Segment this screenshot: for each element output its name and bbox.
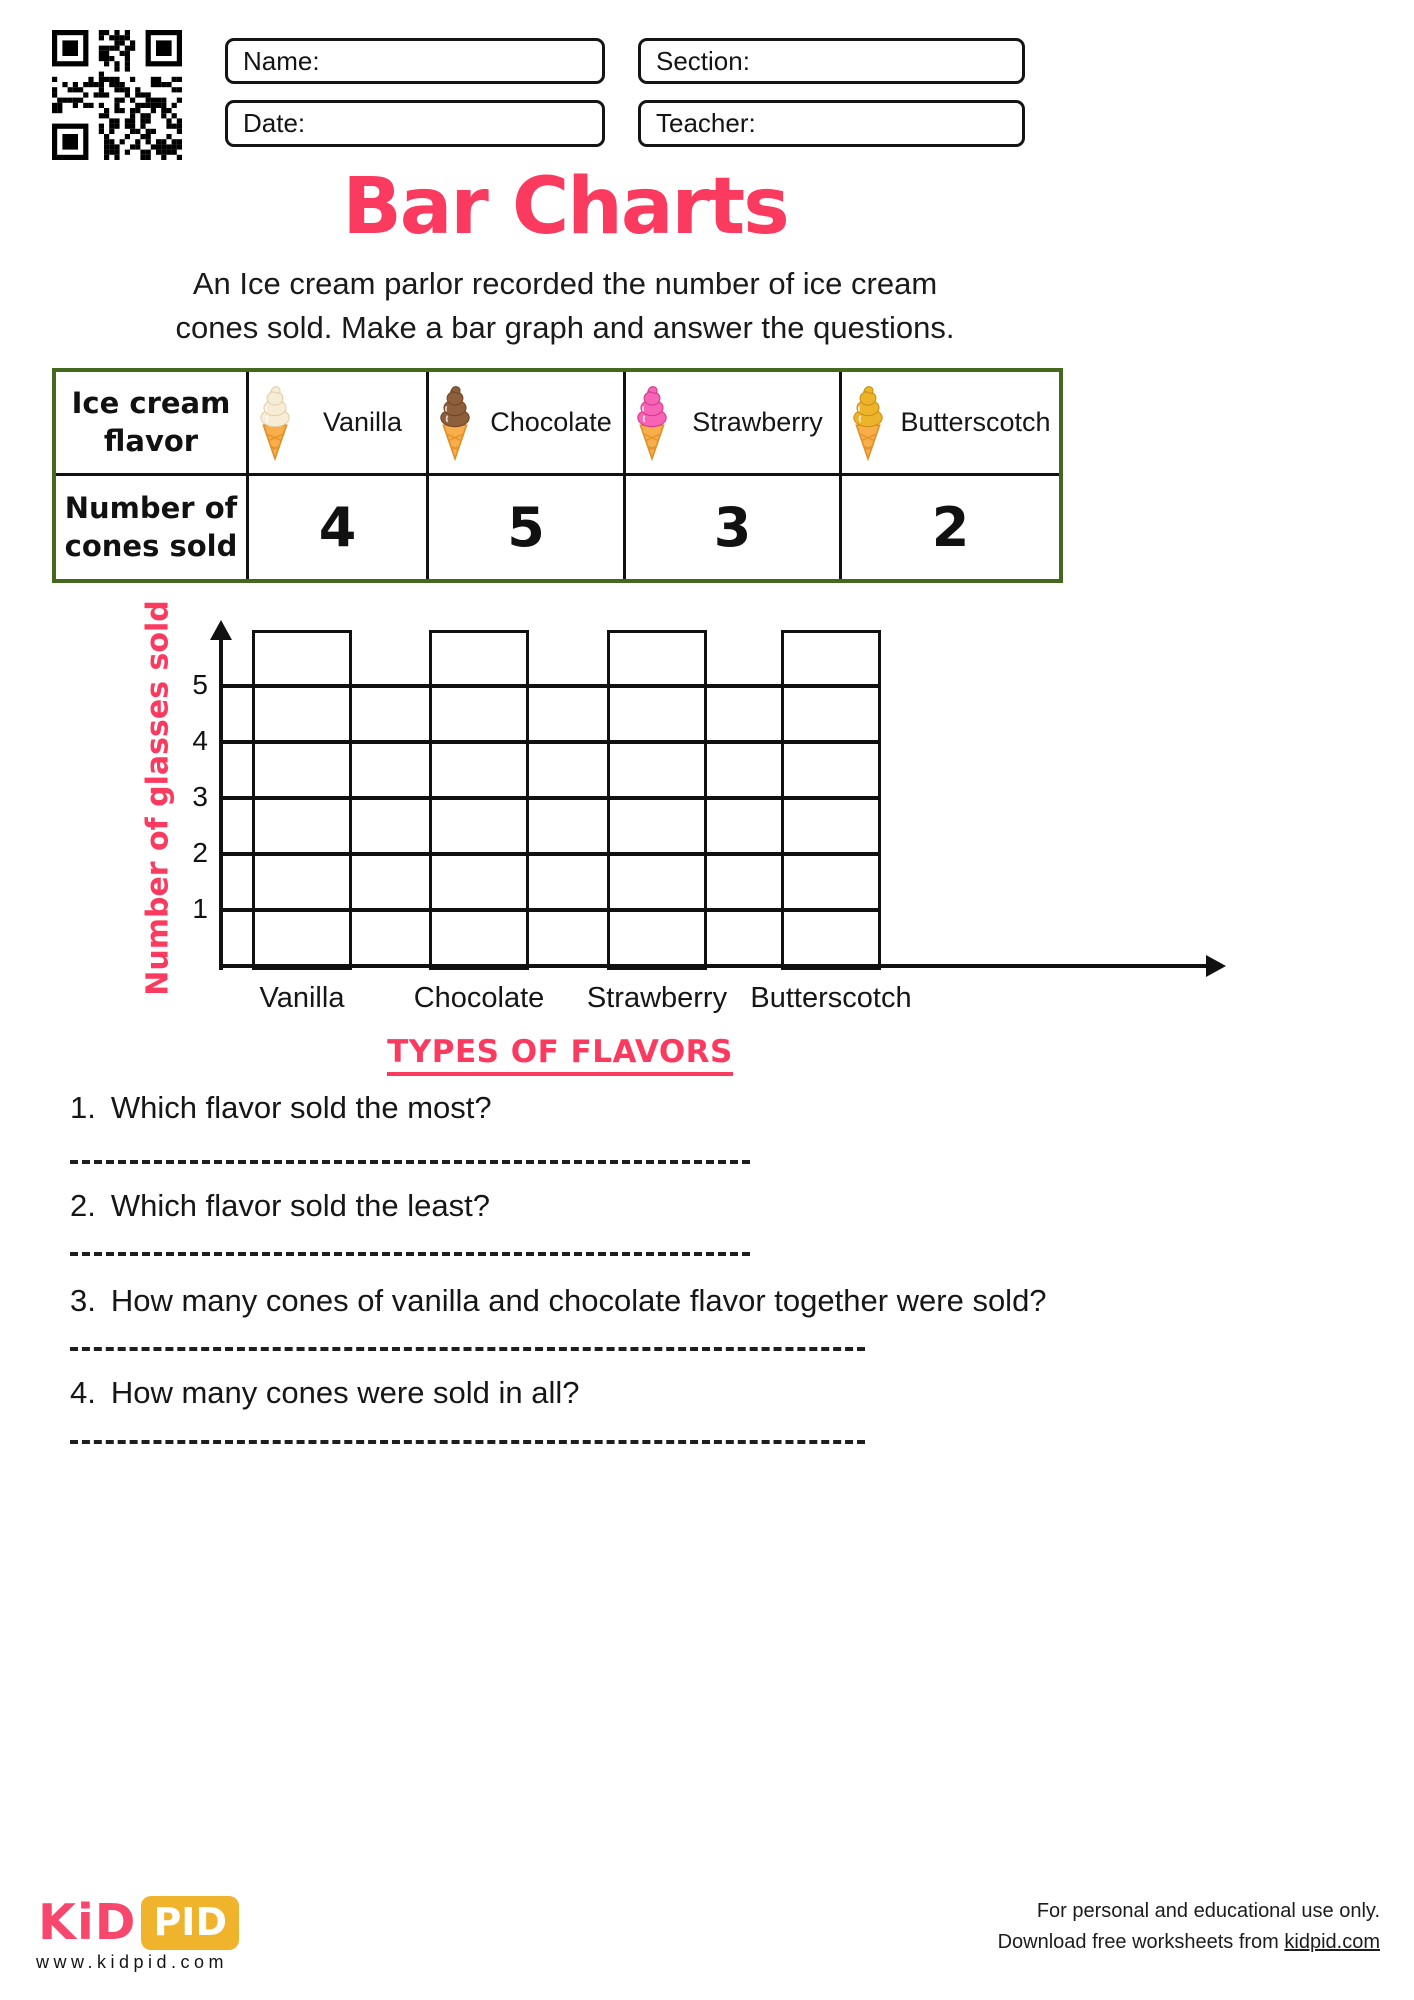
strawberry-ice-cream-cone-icon <box>630 382 676 464</box>
license-line-1: For personal and educational use only. <box>1036 1900 1380 1922</box>
cones-sold-vanilla: 4 <box>249 476 429 579</box>
gridline-4 <box>222 740 881 744</box>
y-tick-label-3: 3 <box>192 781 208 812</box>
gridline-5 <box>222 684 881 688</box>
question-2 <box>70 1188 490 1224</box>
flavor-label-strawberry: Strawberry <box>692 407 823 437</box>
table-header-cones-sold: Number of cones sold <box>56 476 249 579</box>
flavor-label-chocolate: Chocolate <box>490 407 612 437</box>
y-axis-arrow <box>210 620 232 640</box>
chocolate-ice-cream-cone-icon <box>433 382 479 464</box>
y-tick-label-4: 4 <box>192 725 208 756</box>
name-field-label: Name: <box>243 45 320 76</box>
question-2-number: 2. <box>70 1188 96 1223</box>
x-axis-line <box>219 964 1210 968</box>
answer-line-4[interactable] <box>70 1420 865 1444</box>
question-1 <box>70 1090 492 1126</box>
table-cell-strawberry <box>626 372 842 476</box>
kidpid-link[interactable]: kidpid.com <box>1284 1931 1380 1953</box>
x-axis-label-butterscotch: Butterscotch <box>750 982 912 1014</box>
question-1-number: 1. <box>70 1090 96 1125</box>
question-4 <box>70 1375 580 1411</box>
cones-sold-butterscotch: 2 <box>931 496 970 559</box>
flavor-data-table <box>52 368 1063 583</box>
x-axis-label-strawberry: Strawberry <box>586 982 728 1014</box>
name-field[interactable] <box>225 38 605 84</box>
x-axis-title-text: TYPES OF FLAVORS <box>387 1034 733 1076</box>
website-text: www.kidpid.com <box>36 1952 229 1972</box>
question-4-text: How many cones were sold in all? <box>110 1375 580 1410</box>
y-axis-label: Number of glasses sold <box>140 600 176 996</box>
question-3-text: How many cones of vanilla and chocolate flavor together were sold? <box>110 1283 1047 1318</box>
answer-line-1[interactable] <box>70 1140 750 1164</box>
teacher-field-label: Teacher: <box>656 108 756 138</box>
qr-code <box>52 30 182 160</box>
question-4-number: 4. <box>70 1375 96 1410</box>
question-2-text: Which flavor sold the least? <box>110 1188 490 1223</box>
answer-line-2[interactable] <box>70 1232 750 1256</box>
cones-sold-chocolate: 5 <box>429 476 626 579</box>
table-cell-vanilla <box>249 372 429 476</box>
date-field-label: Date: <box>243 108 306 138</box>
kidpid-logo <box>38 1894 239 1951</box>
instructions-line-1: An Ice cream parlor recorded the number of ice cream <box>192 266 938 301</box>
x-axis-title <box>0 1034 1120 1076</box>
table-header-flavor: Ice cream flavor <box>56 372 249 476</box>
gridline-3 <box>222 796 881 800</box>
bar-column-chocolate[interactable] <box>429 630 529 970</box>
question-3 <box>70 1283 1047 1319</box>
x-axis-label-chocolate: Chocolate <box>413 982 545 1014</box>
section-field-label: Section: <box>656 45 750 76</box>
bar-column-butterscotch[interactable] <box>781 630 881 970</box>
gridline-1 <box>222 908 881 912</box>
license-note <box>998 1896 1380 1958</box>
y-axis-line <box>219 638 223 970</box>
butterscotch-ice-cream-cone-icon <box>846 382 892 464</box>
answer-line-3[interactable] <box>70 1327 865 1351</box>
flavor-label-vanilla: Vanilla <box>322 407 403 437</box>
kidpid-logo-kid: KiD <box>38 1894 137 1951</box>
y-tick-label-5: 5 <box>192 669 208 700</box>
x-axis-label-vanilla: Vanilla <box>259 982 345 1014</box>
license-line-2: Download free worksheets from kidpid.com <box>997 1931 1380 1953</box>
gridline-2 <box>222 852 881 856</box>
kidpid-logo-pid: PID <box>141 1896 239 1950</box>
instructions-line-2: cones sold. Make a bar graph and answer the questions. <box>175 310 955 346</box>
date-field[interactable] <box>225 100 605 147</box>
cones-sold-strawberry: 3 <box>626 476 842 579</box>
section-field[interactable] <box>638 38 1025 84</box>
y-tick-label-1: 1 <box>192 893 208 924</box>
table-cell-chocolate <box>429 372 626 476</box>
page-title: Bar Charts <box>342 162 788 252</box>
question-1-text: Which flavor sold the most? <box>110 1090 492 1125</box>
question-3-number: 3. <box>70 1283 96 1318</box>
y-tick-label-2: 2 <box>192 837 208 868</box>
table-cell-butterscotch <box>842 372 1059 476</box>
bar-column-strawberry[interactable] <box>607 630 707 970</box>
bar-column-vanilla[interactable] <box>252 630 352 970</box>
vanilla-ice-cream-cone-icon <box>253 382 299 464</box>
flavor-label-butterscotch: Butterscotch <box>900 407 1051 437</box>
instructions <box>15 262 1115 350</box>
teacher-field[interactable] <box>638 100 1025 147</box>
x-axis-arrow <box>1206 955 1226 977</box>
